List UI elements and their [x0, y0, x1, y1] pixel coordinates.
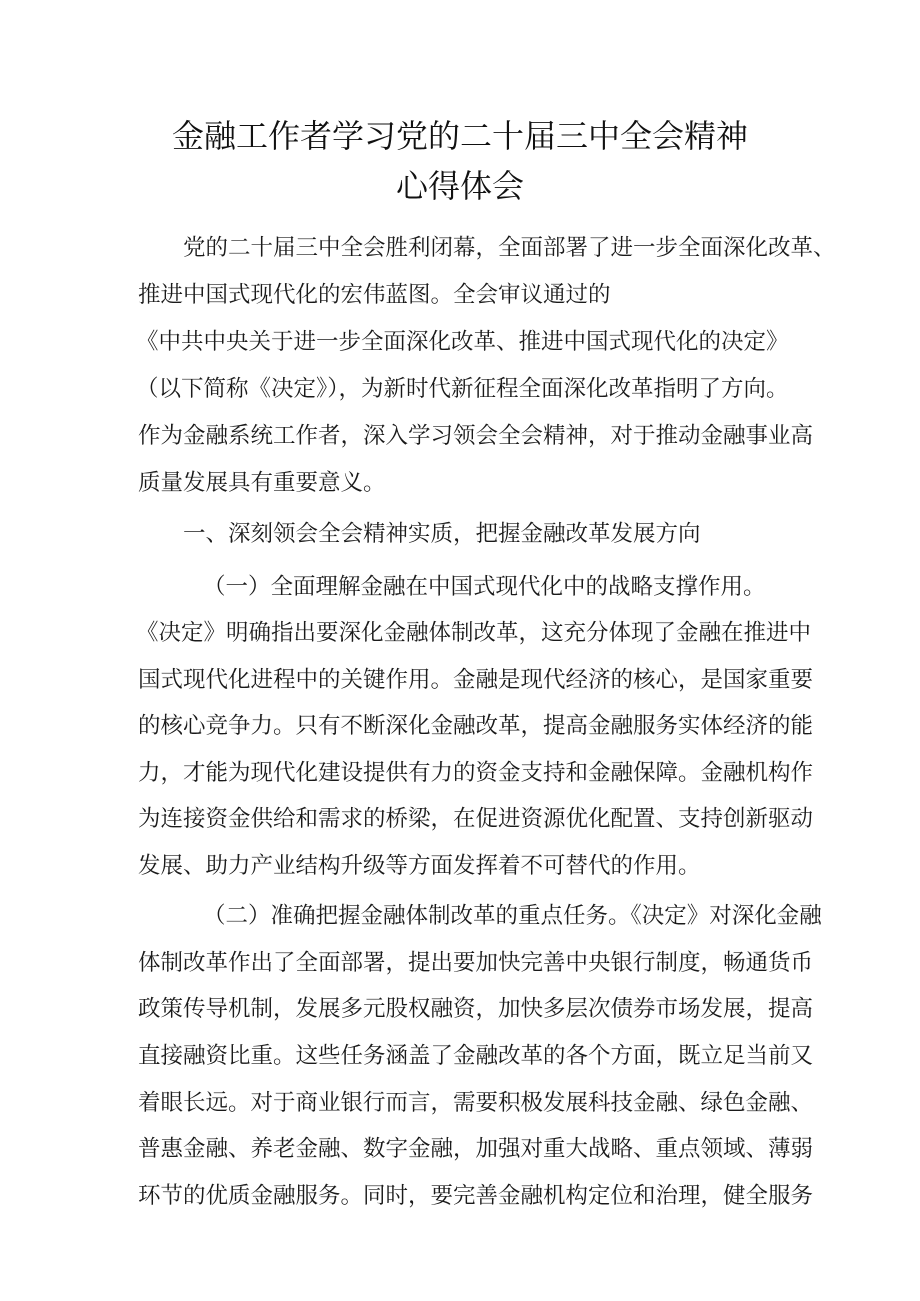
- paragraph-line: 普惠金融、养老金融、数字金融，加强对重大战略、重点领域、薄弱: [138, 1136, 814, 1162]
- paragraph-line: 推进中国式现代化的宏伟蓝图。全会审议通过的: [138, 282, 611, 308]
- paragraph-line: （以下简称《决定》），为新时代新征程全面深化改革指明了方向。: [136, 376, 789, 402]
- paragraph-line: 体制改革作出了全面部署，提出要加快完善中央银行制度，畅通货币: [138, 950, 814, 976]
- paragraph-line: 党的二十届三中全会胜利闭幕，全面部署了进一步全面深化改革、: [183, 235, 836, 261]
- document-title-line-2: 心得体会: [395, 167, 524, 205]
- paragraph-line: 环节的优质金融服务。同时，要完善金融机构定位和治理，健全服务: [138, 1183, 814, 1209]
- paragraph-line: 着眼长远。对于商业银行而言，需要积极发展科技金融、绿色金融、: [138, 1090, 814, 1116]
- paragraph-line: 《中共中央关于进一步全面深化改革、推进中国式现代化的决定》: [136, 329, 789, 355]
- subsection-heading: （二）准确把握金融体制改革的重点任务。《决定》对深化金融: [203, 903, 822, 929]
- subsection-heading: （一）全面理解金融在中国式现代化中的战略支撑作用。: [203, 574, 766, 600]
- paragraph-line: 直接融资比重。这些任务涵盖了金融改革的各个方面，既立足当前又: [138, 1043, 814, 1069]
- paragraph-line: 国式现代化进程中的关键作用。金融是现代经济的核心，是国家重要: [138, 667, 814, 693]
- paragraph-line: 发展、助力产业结构升级等方面发挥着不可替代的作用。: [138, 853, 701, 879]
- paragraph-line: 为连接资金供给和需求的桥梁，在促进资源优化配置、支持创新驱动: [138, 806, 814, 832]
- paragraph-line: 《决定》明确指出要深化金融体制改革，这充分体现了金融在推进中: [136, 620, 812, 646]
- paragraph-line: 力，才能为现代化建设提供有力的资金支持和金融保障。金融机构作: [138, 760, 814, 786]
- paragraph-line: 政策传导机制，发展多元股权融资，加快多层次债券市场发展，提高: [138, 996, 814, 1022]
- section-heading: 一、深刻领会全会精神实质，把握金融改革发展方向: [183, 521, 701, 547]
- paragraph-line: 的核心竞争力。只有不断深化金融改革，提高金融服务实体经济的能: [138, 713, 814, 739]
- paragraph-line: 质量发展具有重要意义。: [138, 470, 386, 496]
- document-title-line-1: 金融工作者学习党的二十届三中全会精神: [171, 117, 748, 155]
- paragraph-line: 作为金融系统工作者，深入学习领会全会精神，对于推动金融事业高: [138, 423, 814, 449]
